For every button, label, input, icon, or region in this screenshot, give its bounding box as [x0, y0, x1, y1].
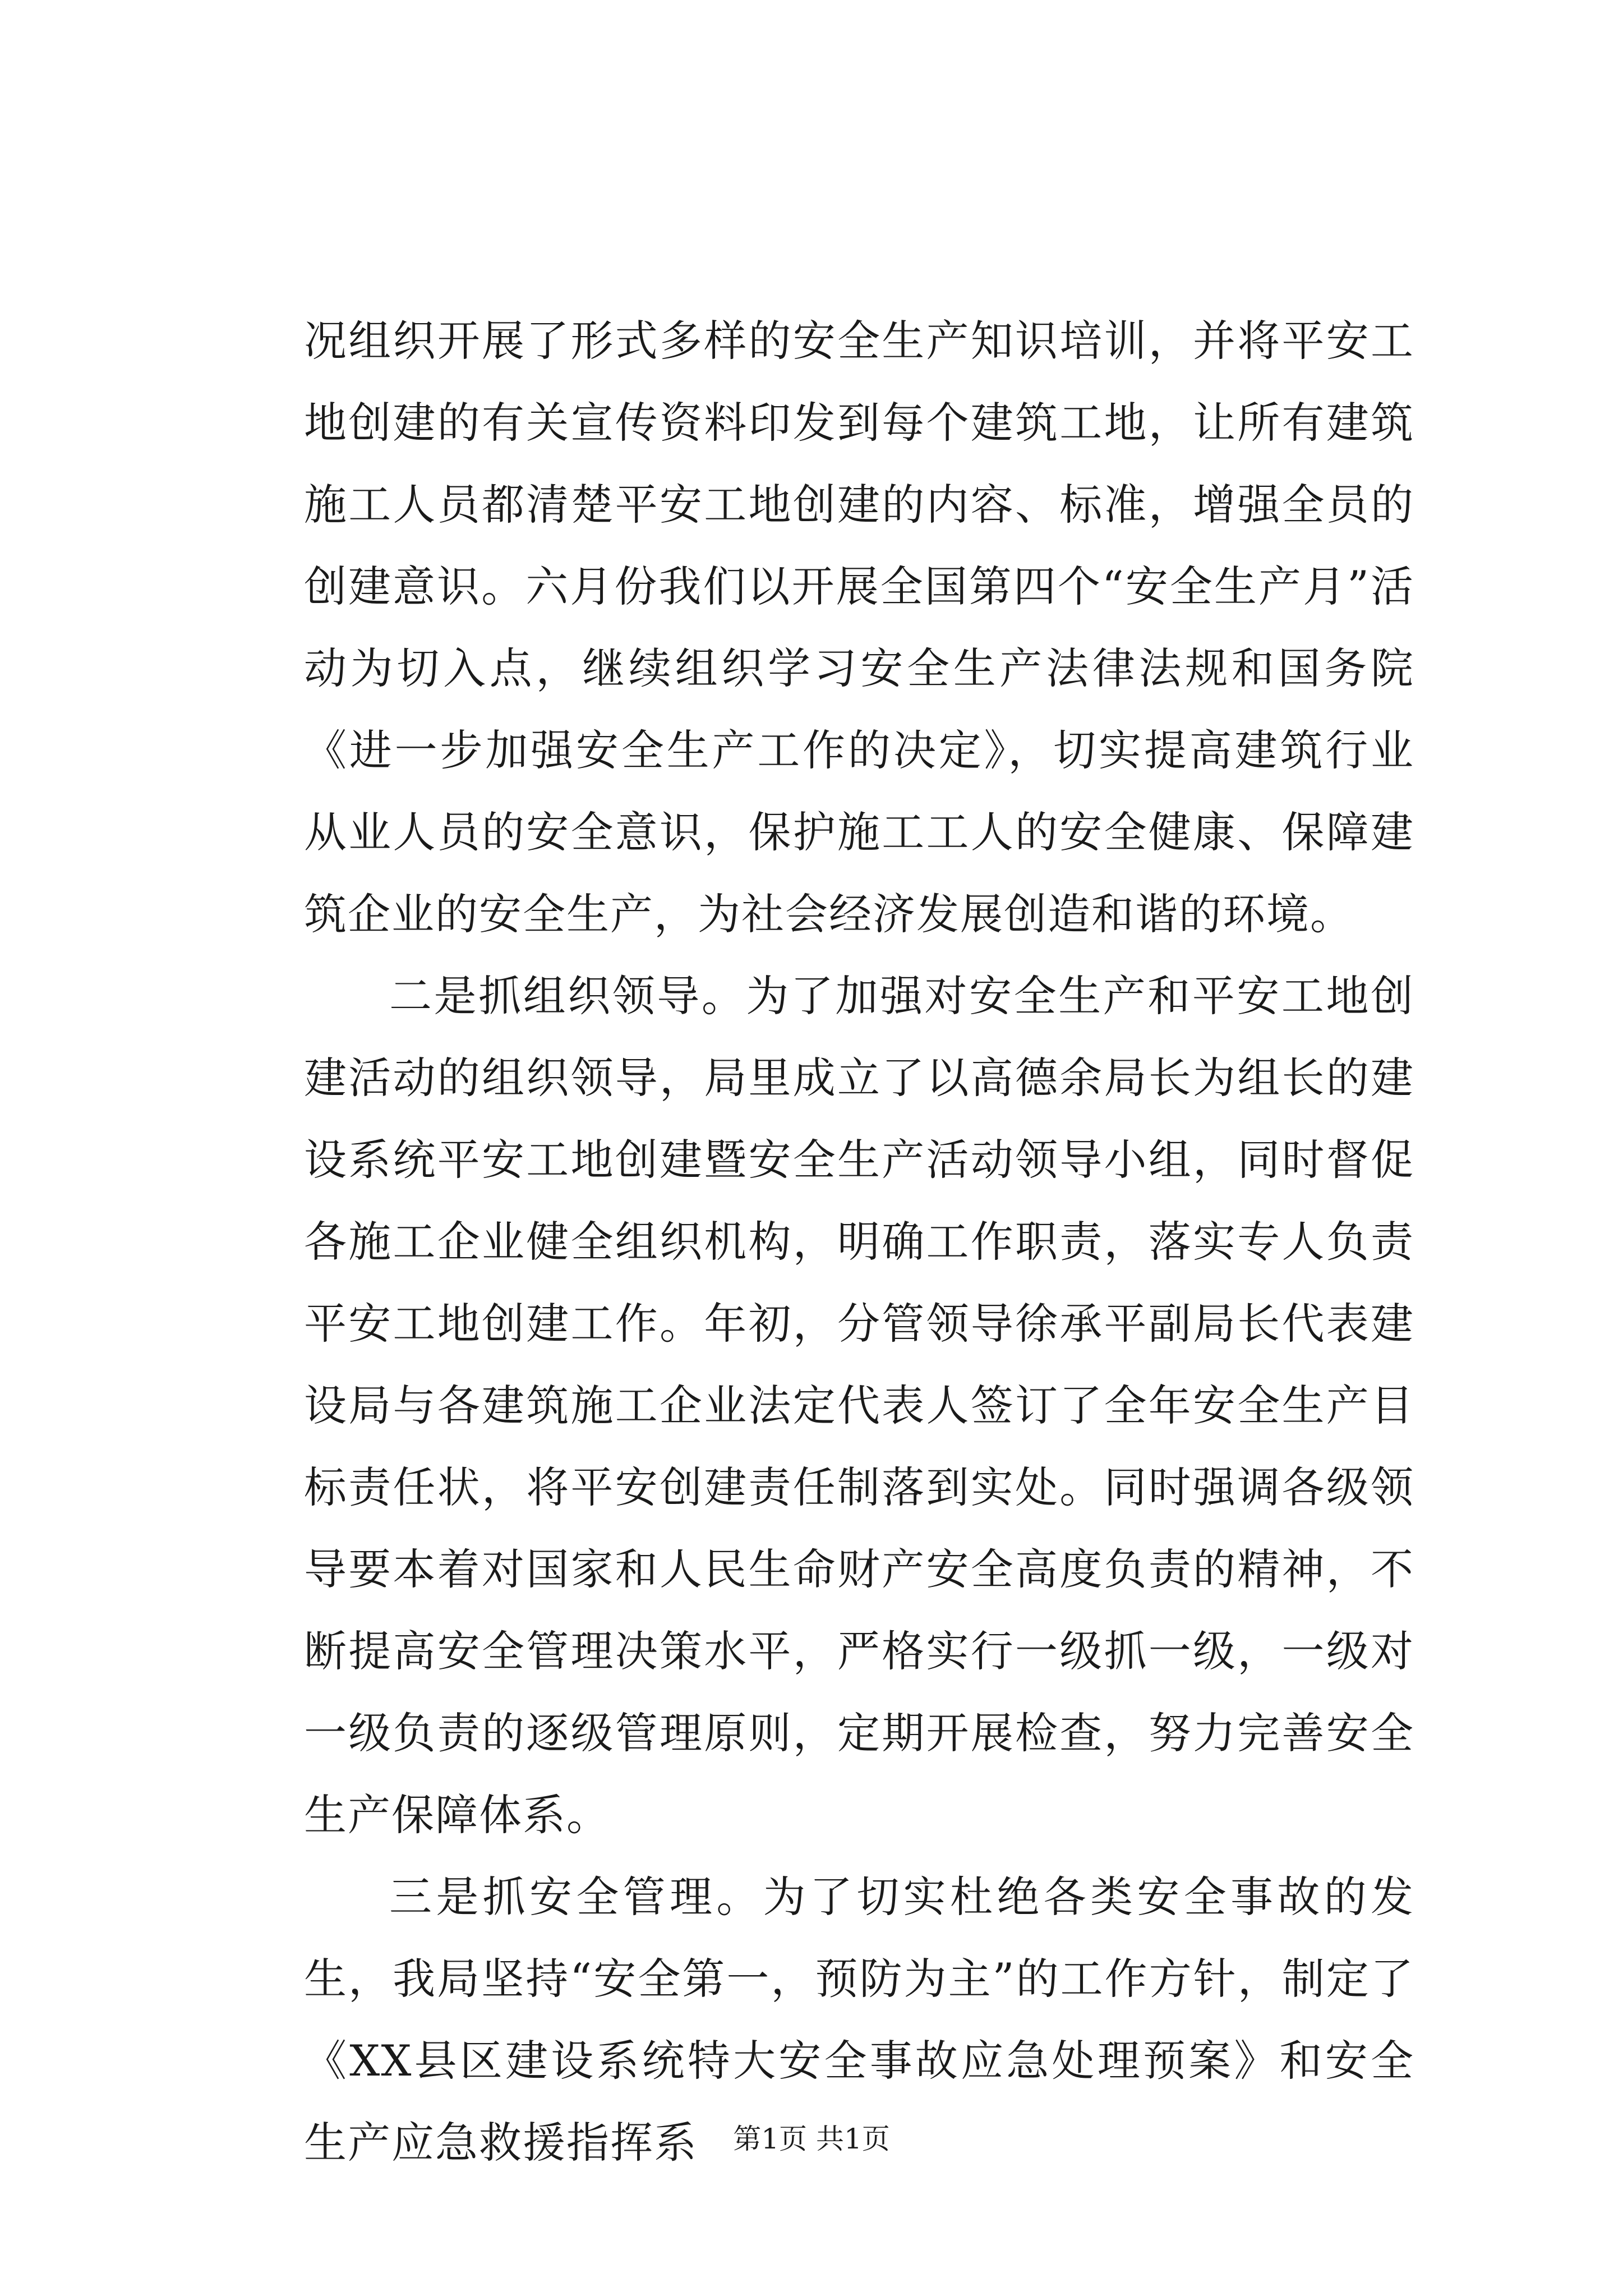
- page-footer: 第1页 共1页: [733, 2123, 890, 2155]
- body-text: [304, 300, 1414, 2184]
- paragraph-1: 况组织开展了形式多样的安全生产知识培训，并将平安工地创建的有关宣传资料印发到每个建筑工地，让所有建筑施工人员都清楚平安工地创建的内容、标准，增强全员的创建意识。六月份我们以开展全国第四个“安全生产月”活动为切入点，继续组织学习安全生产法律法规和国务院《进一步加强安全生产工作的决定》，切实提高建筑行业从业人员的安全意识，保护施工工人的安全健康、保障建筑企业的安全生产，为社会经济发展创造和谐的环境。: [304, 316, 1414, 939]
- paragraph-2: 二是抓组织领导。为了加强对安全生产和平安工地创建活动的组织领导，局里成立了以高德余局长为组长的建设系统平安工地创建暨安全生产活动领导小组，同时督促各施工企业健全组织机构，明确工作职责，落实专人负责平安工地创建工作。年初，分管领导徐承平副局长代表建设局与各建筑施工企业法定代表人签订了全年安全生产目标责任状，将平安创建责任制落到实处。同时强调各级领导要本着对国家和人民生命财产安全高度负责的精神，不断提高安全管理决策水平，严格实行一级抓一级，一级对一级负责的逐级管理原则，定期开展检查，努力完善安全生产保障体系。: [304, 971, 1414, 1840]
- paragraph-3: 三是抓安全管理。为了切实杜绝各类安全事故的发生，我局坚持“安全第一，预防为主”的工作方针，制定了《XX县区建设系统特大安全事故应急处理预案》和安全生产应急救援指挥系: [304, 1872, 1414, 2168]
